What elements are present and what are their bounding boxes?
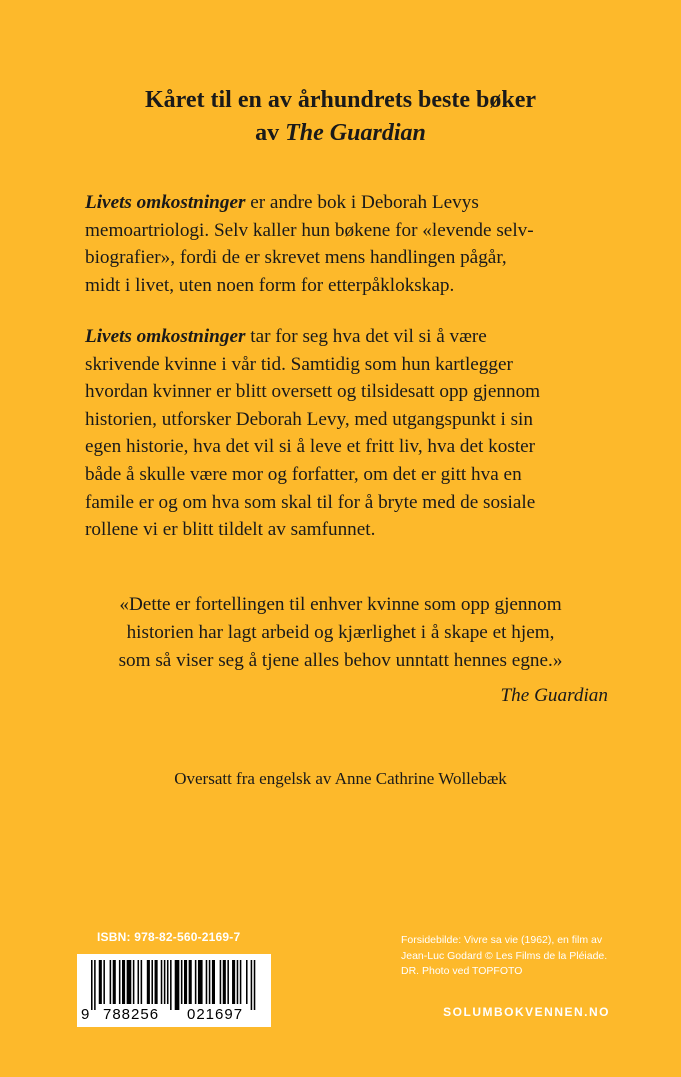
- paragraph-line: både å skulle være mor og forfatter, om det er gitt hva en: [85, 463, 522, 485]
- barcode-bar: [240, 960, 242, 1004]
- barcode-bar: [127, 960, 132, 1004]
- barcode-bar: [161, 960, 163, 1004]
- quote-line: som så viser seg å tjene alles behov unntatt hennes egne.»: [118, 650, 563, 671]
- headline-publication: The Guardian: [285, 120, 426, 146]
- quote-line: historien har lagt arbeid og kjærlighet i å skape et hjem,: [126, 622, 555, 643]
- paragraph-line: memoartriologi. Selv kaller hun bøkene for «levende selv-: [85, 219, 534, 241]
- paragraph-line: rollene vi er blitt tildelt av samfunnet.: [85, 519, 376, 541]
- barcode-bar: [181, 960, 183, 1004]
- barcode-bar: [195, 960, 197, 1004]
- barcode-digits: [77, 1004, 271, 1026]
- paragraph-line: skrivende kvinne i vår tid. Samtidig som hun kartlegger: [85, 353, 513, 375]
- barcode-bar: [246, 960, 248, 1004]
- paragraph-line: famile er og om hva som skal til for å bryte med de sosiale: [85, 491, 536, 513]
- barcode-bar: [184, 960, 187, 1004]
- paragraph-line: egen historie, hva det vil si å leve et fritt liv, hva det koster: [85, 436, 536, 458]
- barcode-bar: [110, 960, 112, 1004]
- barcode-bar: [119, 960, 121, 1004]
- barcode-bar: [170, 960, 172, 1010]
- publisher-website: SOLUMBOKVENNEN.NO: [443, 1005, 610, 1019]
- barcode-bar: [175, 960, 180, 1010]
- barcode-digits-right: 021697: [187, 1006, 244, 1023]
- barcode-bar: [206, 960, 208, 1004]
- barcode-bar: [220, 960, 222, 1004]
- headline: [0, 84, 681, 150]
- barcode-bar: [209, 960, 211, 1004]
- barcode-bar: [251, 960, 253, 1010]
- barcode-bar: [151, 960, 153, 1004]
- barcode-bar: [155, 960, 158, 1004]
- description-paragraph-1: [85, 189, 625, 299]
- barcode-bar: [237, 960, 239, 1004]
- barcode-bar: [223, 960, 226, 1004]
- barcode-bar: [122, 960, 125, 1004]
- paragraph-text: tar for seg hva det vil si å være: [245, 326, 487, 347]
- paragraph-line: biografier», fordi de er skrevet mens handlingen pågår,: [85, 247, 507, 269]
- isbn-label: ISBN: 978-82-560-2169-7: [97, 930, 241, 944]
- headline-line-1: Kåret til en av århundrets beste bøker: [144, 87, 537, 113]
- paragraph-line: [85, 323, 625, 351]
- book-title: Livets omkostninger: [85, 192, 246, 213]
- paragraph-line: hvordan kvinner er blitt oversett og tilsidesatt opp gjennom: [85, 381, 541, 403]
- barcode-bar: [232, 960, 235, 1004]
- barcode-bar: [141, 960, 143, 1004]
- paragraph-line: [85, 189, 625, 217]
- barcode-bar: [164, 960, 166, 1004]
- barcode-bar: [227, 960, 229, 1004]
- headline-prefix: av: [255, 120, 286, 146]
- credit-line: Jean-Luc Godard © Les Films de la Pléiade.: [401, 949, 608, 962]
- review-quote: [0, 591, 681, 675]
- barcode-bar: [189, 960, 192, 1004]
- quote-source: The Guardian: [500, 685, 608, 706]
- paragraph-line: midt i livet, uten noen form for etterpåklokskap.: [85, 274, 455, 296]
- barcode-bar: [133, 960, 135, 1004]
- credit-line: DR. Photo ved TOPFOTO: [401, 965, 523, 977]
- credit-line: Forsidebilde: Vivre sa vie (1962), en film av: [401, 934, 603, 946]
- cover-photo-credit: [401, 933, 631, 980]
- paragraph-text: er andre bok i Deborah Levys: [245, 192, 479, 213]
- barcode-bar: [103, 960, 105, 1004]
- book-title: Livets omkostninger: [85, 326, 246, 347]
- barcode-bar: [254, 960, 256, 1010]
- barcode-bar: [113, 960, 116, 1004]
- barcode-bar: [167, 960, 169, 1004]
- barcode: [77, 954, 271, 1027]
- barcode-bar: [94, 960, 96, 1010]
- paragraph-line: historien, utforsker Deborah Levy, med utgangspunkt i sin: [85, 408, 533, 430]
- barcode-digit-first: 9: [81, 1006, 91, 1023]
- headline-line-2: [0, 117, 681, 150]
- barcode-bar: [91, 960, 93, 1010]
- translator-credit: Oversatt fra engelsk av Anne Cathrine Wollebæk: [174, 769, 507, 788]
- barcode-bar: [198, 960, 203, 1004]
- barcode-bar: [99, 960, 102, 1004]
- barcode-digits-left: 788256: [103, 1006, 160, 1023]
- quote-line: «Dette er fortellingen til enhver kvinne som opp gjennom: [119, 594, 562, 615]
- barcode-bar: [212, 960, 215, 1004]
- barcode-bar: [138, 960, 140, 1004]
- description-paragraph-2: [85, 323, 625, 544]
- barcode-bar: [147, 960, 150, 1004]
